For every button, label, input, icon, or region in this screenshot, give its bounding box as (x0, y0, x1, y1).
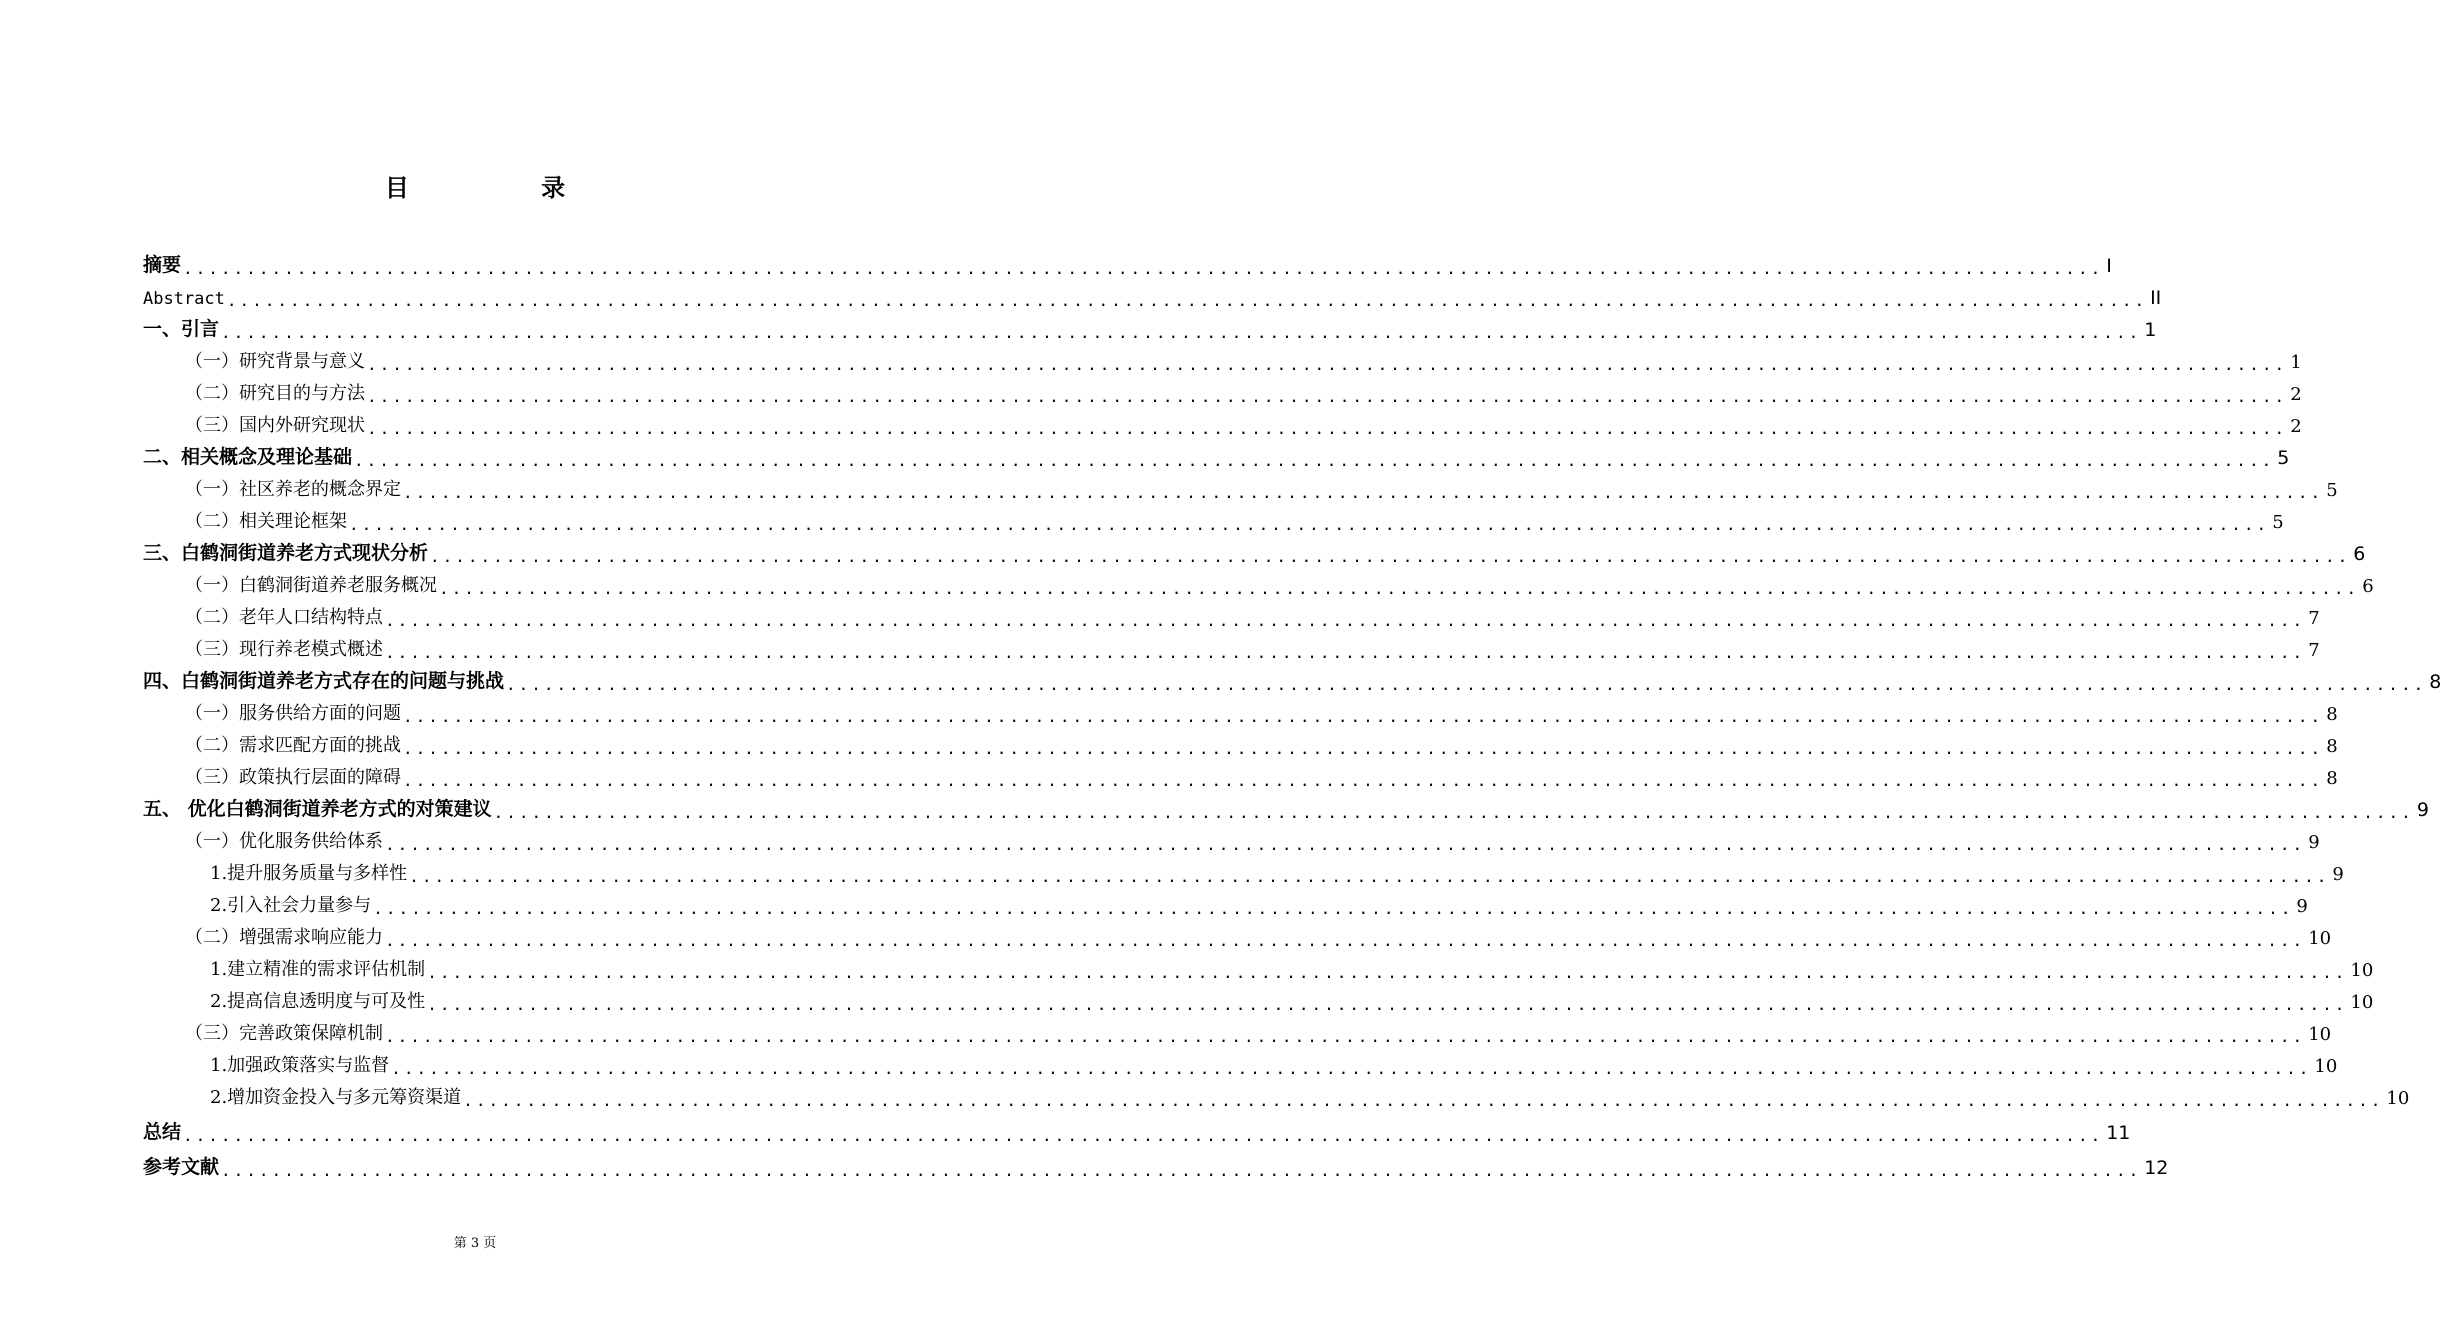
toc-page-number: I (2106, 255, 2112, 277)
toc-page-number: 6 (2353, 543, 2366, 565)
toc-label: 四、白鹤洞街道养老方式存在的问题与挑战 (143, 670, 505, 692)
toc-entry-section[interactable] (143, 1017, 2332, 1049)
toc-page-number: 9 (2308, 832, 2320, 853)
toc-entry-chapter-5[interactable] (143, 793, 2429, 825)
toc-entry-section[interactable] (143, 921, 2332, 953)
toc-label: 1.加强政策落实与监督 (210, 1055, 390, 1076)
toc-label: 1.提升服务质量与多样性 (210, 863, 408, 884)
toc-label: （二）研究目的与方法 (185, 383, 365, 404)
toc-page-number: 10 (2314, 1056, 2338, 1077)
toc-entry-section[interactable] (143, 825, 2320, 857)
toc-label: （二）老年人口结构特点 (185, 607, 383, 628)
dot-leader: ........................................................................................................................................................ (226, 291, 2148, 310)
toc-page-number: II (2150, 287, 2162, 309)
dot-leader: ........................................................................................................................................................ (493, 803, 2414, 822)
dot-leader: ........................................................................................................................................................ (463, 1091, 2384, 1110)
dot-leader: ........................................................................................................................................................ (385, 835, 2306, 854)
toc-label: （二）增强需求响应能力 (185, 927, 383, 948)
toc-page-number: 9 (2296, 896, 2308, 917)
dot-leader: ........................................................................................................................................................ (430, 547, 2351, 566)
toc-page-number: 1 (2144, 319, 2157, 341)
toc-entry-chapter-3[interactable] (143, 537, 2366, 569)
toc-entry-section[interactable] (143, 633, 2320, 665)
toc-entry-subsection[interactable] (143, 953, 2374, 985)
toc-label: （一）研究背景与意义 (185, 351, 365, 372)
toc-entry-subsection[interactable] (143, 985, 2374, 1017)
toc-page-number: 10 (2386, 1088, 2410, 1109)
toc-entry-section[interactable] (143, 409, 2302, 441)
toc-label: 三、白鹤洞街道养老方式现状分析 (143, 542, 429, 564)
dot-leader: ........................................................................................................................................................ (427, 963, 2348, 982)
dot-leader: ........................................................................................................................................................ (403, 707, 2324, 726)
toc-label: 2.增加资金投入与多元筹资渠道 (210, 1087, 462, 1108)
dot-leader: ........................................................................................................................................................ (349, 515, 2270, 534)
dot-leader: ........................................................................................................................................................ (391, 1059, 2312, 1078)
page-footer: 第 3 页 (453, 1236, 497, 1251)
toc-page-number: 10 (2350, 960, 2374, 981)
toc-page-number: 8 (2429, 671, 2441, 693)
dot-leader: ........................................................................................................................................................ (385, 643, 2306, 662)
toc-label: （二）需求匹配方面的挑战 (185, 735, 401, 756)
toc-label: 总结 (143, 1121, 182, 1143)
dot-leader: ........................................................................................................................................................ (403, 739, 2324, 758)
toc-title: 目 录 (384, 174, 628, 202)
toc-entry-subsection[interactable] (143, 1049, 2338, 1081)
toc-entry-section[interactable] (143, 729, 2338, 761)
toc-entry-section[interactable] (143, 505, 2284, 537)
toc-label: （一）优化服务供给体系 (185, 831, 383, 852)
dot-leader: ........................................................................................................................................................ (506, 675, 2427, 694)
toc-label: （三）国内外研究现状 (185, 415, 365, 436)
dot-leader: ........................................................................................................................................................ (373, 899, 2294, 918)
dot-leader: ........................................................................................................................................................ (403, 771, 2324, 790)
toc-page-number: 5 (2277, 447, 2290, 469)
dot-leader: ........................................................................................................................................................ (403, 483, 2324, 502)
toc-label: （一）白鹤洞街道养老服务概况 (185, 575, 437, 596)
toc-page-number: 7 (2308, 608, 2320, 629)
dot-leader: ........................................................................................................................................................ (367, 387, 2288, 406)
dot-leader: ........................................................................................................................................................ (385, 611, 2306, 630)
toc-entry-references[interactable] (143, 1148, 2169, 1183)
dot-leader: ........................................................................................................................................................ (367, 419, 2288, 438)
toc-page-number: 10 (2350, 992, 2374, 1013)
toc-entry-section[interactable] (143, 601, 2320, 633)
toc-label: Abstract (143, 289, 225, 309)
toc-label: 2.引入社会力量参与 (210, 895, 372, 916)
toc-entry-subsection[interactable] (143, 889, 2308, 921)
dot-leader: ........................................................................................................................................................ (385, 931, 2306, 950)
toc-page-number: 10 (2308, 928, 2332, 949)
dot-leader: ........................................................................................................................................................ (409, 867, 2330, 886)
toc-label: 一、引言 (143, 318, 220, 340)
toc-entry-section[interactable] (143, 345, 2302, 377)
toc-entry-subsection[interactable] (143, 857, 2344, 889)
toc-entry-section[interactable] (143, 761, 2338, 793)
toc-entry-chapter-2[interactable] (143, 441, 2290, 473)
toc-label: （三）完善政策保障机制 (185, 1023, 383, 1044)
toc-entry-conclusion[interactable] (143, 1113, 2131, 1148)
dot-leader: ........................................................................................................................................................ (221, 1161, 2142, 1180)
toc-label: （一）社区养老的概念界定 (185, 479, 401, 500)
dot-leader: ........................................................................................................................................................ (183, 259, 2104, 278)
toc-page-number: 9 (2332, 864, 2344, 885)
table-of-contents (143, 249, 2441, 1183)
toc-label: （三）现行养老模式概述 (185, 639, 383, 660)
toc-page-number: 10 (2308, 1024, 2332, 1045)
toc-label: 二、相关概念及理论基础 (143, 446, 353, 468)
dot-leader: ........................................................................................................................................................ (221, 323, 2142, 342)
toc-page-number: 5 (2272, 512, 2284, 533)
toc-entry-subsection[interactable] (143, 1081, 2410, 1113)
toc-label: 2.提高信息透明度与可及性 (210, 991, 426, 1012)
toc-label: 摘要 (143, 254, 182, 276)
toc-page-number: 9 (2416, 799, 2429, 821)
toc-page-number: 2 (2290, 416, 2302, 437)
toc-page-number: 7 (2308, 640, 2320, 661)
toc-entry-section[interactable] (143, 569, 2374, 601)
dot-leader: ........................................................................................................................................................ (427, 995, 2348, 1014)
toc-page-number: 8 (2326, 736, 2338, 757)
toc-label: （三）政策执行层面的障碍 (185, 767, 401, 788)
toc-page-number: 2 (2290, 384, 2302, 405)
toc-label: （二）相关理论框架 (185, 511, 347, 532)
dot-leader: ........................................................................................................................................................ (439, 579, 2360, 598)
toc-entry-section[interactable] (143, 377, 2302, 409)
toc-entry-section[interactable] (143, 697, 2338, 729)
toc-label: 1.建立精准的需求评估机制 (210, 959, 426, 980)
dot-leader: ........................................................................................................................................................ (183, 1126, 2104, 1145)
toc-entry-abstract-cn[interactable] (143, 249, 2112, 281)
toc-label: （一）服务供给方面的问题 (185, 703, 401, 724)
dot-leader: ........................................................................................................................................................ (385, 1027, 2306, 1046)
toc-page-number: 12 (2144, 1157, 2169, 1179)
dot-leader: ........................................................................................................................................................ (367, 355, 2288, 374)
toc-entry-abstract-en[interactable] (143, 281, 2162, 313)
toc-label: 五、 优化白鹤洞街道养老方式的对策建议 (143, 798, 492, 820)
toc-page-number: 8 (2326, 704, 2338, 725)
toc-page-number: 1 (2290, 352, 2302, 373)
toc-page-number: 5 (2326, 480, 2338, 501)
toc-entry-chapter-1[interactable] (143, 313, 2157, 345)
toc-page-number: 11 (2106, 1122, 2131, 1144)
toc-label: 参考文献 (143, 1156, 220, 1178)
toc-page-number: 8 (2326, 768, 2338, 789)
toc-page-number: 6 (2362, 576, 2374, 597)
toc-entry-section[interactable] (143, 473, 2338, 505)
dot-leader: ........................................................................................................................................................ (354, 451, 2275, 470)
toc-entry-chapter-4[interactable] (143, 665, 2441, 697)
